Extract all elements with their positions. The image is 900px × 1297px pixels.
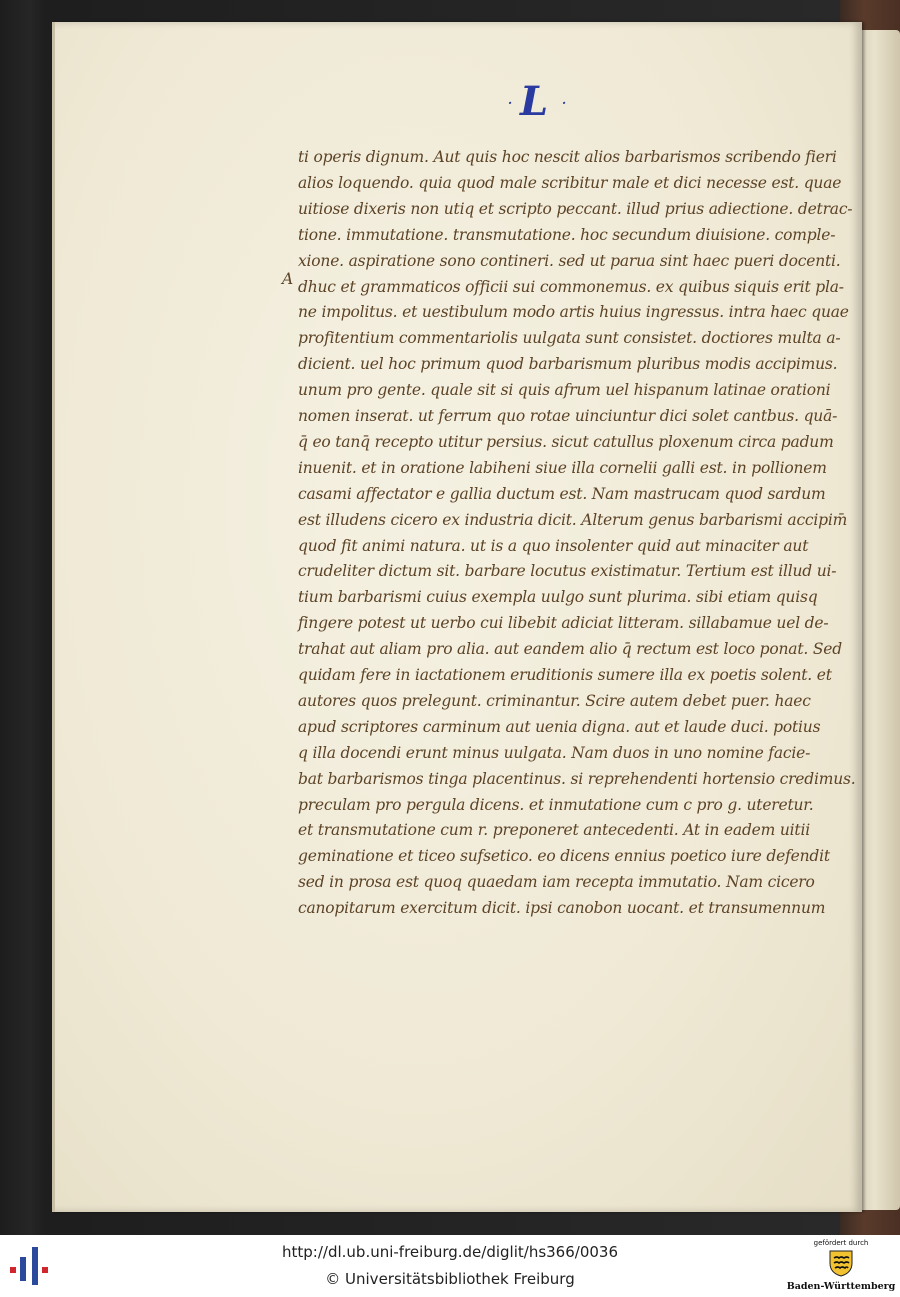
- manuscript-line: casami affectator e gallia ductum est. Nam mastrucam quod sardum: [298, 484, 826, 503]
- manuscript-line: ti operis dignum. Aut quis hoc nescit alios barbarismos scribendo fieri: [298, 148, 837, 166]
- manuscript-line: uitiose dixeris non utiq et scripto peccant. illud prius adiectione. detrac-: [298, 199, 853, 218]
- manuscript-line: trahat aut aliam pro alia. aut eandem alio q̄ rectum est loco ponat. Sed: [298, 640, 842, 659]
- manuscript-line: dhuc et grammaticos officii sui commonemus. ex quibus siquis erit pla-: [298, 277, 844, 296]
- manuscript-line: tium barbarismi cuius exempla uulgo sunt plurima. sibi etiam quisq: [298, 588, 818, 607]
- manuscript-line: q̄ eo tanq̄ recepto utitur persius. sicut catullus ploxenum circa padum: [298, 432, 834, 451]
- manuscript-line: profitentium commentariolis uulgata sunt consistet. doctiores multa a-: [298, 329, 841, 348]
- manuscript-line: et transmutatione cum r. preponeret antecedenti. At in eadem uitii: [298, 821, 810, 840]
- funder-block: [786, 1238, 896, 1296]
- manuscript-line: tione. immutatione. transmutatione. hoc secundum diuisione. comple-: [298, 225, 836, 244]
- manuscript-line: crudeliter dictum sit. barbare locutus existimatur. Tertium est illud ui-: [298, 562, 837, 581]
- initial-letter: L: [520, 78, 549, 125]
- manuscript-line: bat barbarismos tinga placentinus. si reprehendenti hortensio credimus.: [298, 769, 856, 788]
- copyright-notice: © Universitätsbibliothek Freiburg: [325, 1270, 575, 1288]
- manuscript-line: est illudens cicero ex industria dicit. Alterum genus barbarismi accipim̄: [298, 510, 848, 529]
- manuscript-line: dicient. uel hoc primum quod barbarismum pluribus modis accipimus.: [298, 355, 838, 374]
- document-url[interactable]: http://dl.ub.uni-freiburg.de/diglit/hs366/0036: [282, 1243, 618, 1261]
- manuscript-line: nomen inserat. ut ferrum quo rotae uinciuntur dici solet cantbus. quā-: [298, 407, 838, 425]
- manuscript-line: quod fit animi natura. ut is a quo insolenter quid aut minaciter aut: [298, 536, 809, 555]
- manuscript-line: alios loquendo. quia quod male scribitur male et dici necesse est. quae: [298, 173, 842, 192]
- manuscript-line: canopitarum exercitum dicit. ipsi canobon uocant. et transumennum: [298, 899, 826, 918]
- manuscript-line: geminatione et ticeo sufsetico. eo dicens ennius poetico iure defendit: [298, 847, 830, 866]
- manuscript-line: quidam fere in iactationem eruditionis sumere illa ex poetis solent. et: [298, 666, 832, 684]
- margin-initial: A: [282, 270, 294, 288]
- manuscript-line: sed in prosa est quoq quaedam iam recepta immutatio. Nam cicero: [298, 873, 815, 892]
- manuscript-line: inuenit. et in oratione labiheni siue illa cornelii galli est. in pollionem: [298, 458, 827, 477]
- funder-label: gefördert durch: [813, 1239, 869, 1247]
- coat-of-arms-icon: [828, 1249, 854, 1277]
- manuscript-line: unum pro gente. quale sit si quis afrum uel hispanum latinae orationi: [298, 381, 831, 400]
- decorated-initial: · L ·: [508, 78, 567, 125]
- manuscript-line: q illa docendi erunt minus uulgata. Nam duos in uno nomine facie-: [298, 743, 811, 762]
- manuscript-line: fingere potest ut uerbo cui libebit adiciat litteram. sillabamue uel de-: [298, 614, 829, 633]
- manuscript-line: preculam pro pergula dicens. et inmutatione cum c pro g. uteretur.: [298, 795, 814, 814]
- manuscript-line: xione. aspiratione sono contineri. sed ut parua sint haec pueri docenti.: [298, 251, 841, 270]
- funder-name: Baden-Württemberg: [786, 1281, 896, 1292]
- manuscript-line: ne impolitus. et uestibulum modo artis huius ingressus. intra haec quae: [298, 303, 849, 322]
- manuscript-line: autores quos prelegunt. criminantur. Scire autem debet puer. haec: [298, 691, 811, 710]
- manuscript-line: apud scriptores carminum aut uenia digna. aut et laude duci. potius: [298, 717, 821, 736]
